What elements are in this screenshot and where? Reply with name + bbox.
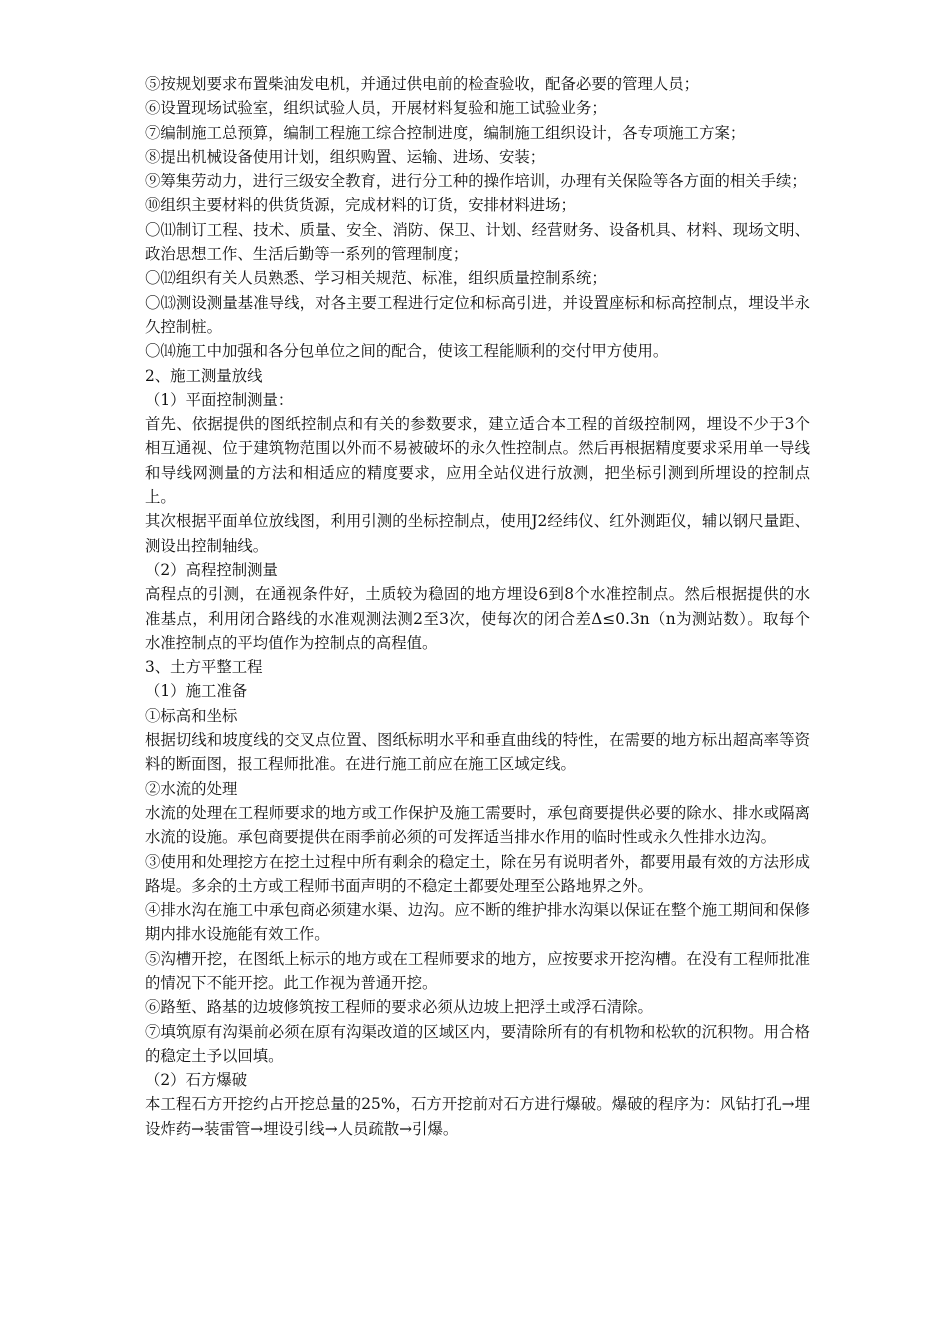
paragraph-drainage-ditch: ④排水沟在施工中承包商必须建水渠、边沟。应不断的维护排水沟渠以保证在整个施工期间和保修期内排水设施能有效工作。 [145, 901, 810, 944]
list-item-12: 〇⑿组织有关人员熟悉、学习相关规范、标准，组织质量控制系统； [145, 269, 607, 288]
subheading-preparation: （1）施工准备 [145, 682, 248, 701]
paragraph-trench-excavation: ⑤沟槽开挖，在图纸上标示的地方或在工程师要求的地方，应按要求开挖沟槽。在没有工程师批准的情况下不能开挖。此工作视为普通开挖。 [145, 949, 810, 992]
list-item-13: 〇⒀测设测量基准导线，对各主要工程进行定位和标高引进，并设置座标和标高控制点，埋设半永久控制桩。 [145, 293, 810, 336]
list-item-7: ⑦编制施工总预算，编制工程施工综合控制进度，编制施工组织设计，各专项施工方案； [145, 123, 746, 142]
list-item-10: ⑩组织主要材料的供货货源，完成材料的订货，安排材料进场； [145, 196, 576, 215]
paragraph-slope-trimming: ⑥路堑、路基的边坡修筑按工程师的要求必须从边坡上把浮土或浮石清除。 [145, 998, 653, 1017]
list-item-5: ⑤按规划要求布置柴油发电机，并通过供电前的检查验收，配备必要的管理人员； [145, 75, 700, 93]
paragraph-elevation-control: 高程点的引测，在通视条件好，土质较为稳固的地方埋设6到8个水准控制点。然后根据提供的水准基点，利用闭合路线的水准观测法测2至3次，使每次的闭合差Δ≤0.3n（n为测站数）。取每个水准控制点的平均值作为控制点的高程值。 [145, 585, 810, 652]
subheading-rock-blasting: （2）石方爆破 [145, 1071, 248, 1090]
paragraph-plane-control-1: 首先、依据提供的图纸控制点和有关的参数要求，建立适合本工程的首级控制网，埋设不少于3个相互通视、位于建筑物范围以外而不易被破坏的永久性控制点。然后再根据精度要求采用单一导线和导线网测量的方法和相适应的精度要求，应用全站仪进行放测，把坐标引测到所埋设的控制点上。 [145, 415, 810, 507]
paragraph-plane-control-2: 其次根据平面单位放线图，利用引测的坐标控制点，使用J2经纬仪、红外测距仪，辅以钢尺量距、测设出控制轴线。 [145, 512, 810, 555]
list-item-11: 〇⑾制订工程、技术、质量、安全、消防、保卫、计划、经营财务、设备机具、材料、现场文明、政治思想工作、生活后勤等一系列的管理制度； [145, 220, 810, 264]
paragraph-ditch-filling: ⑦填筑原有沟渠前必须在原有沟渠改道的区域区内，要清除所有的有机物和松软的沉积物。用合格的稳定土予以回填。 [145, 1022, 810, 1065]
document-body [145, 72, 810, 1141]
section-heading-survey: 2、施工测量放线 [145, 366, 263, 385]
paragraph-rock-blasting: 本工程石方开挖约占开挖总量的25%，石方开挖前对石方进行爆破。爆破的程序为：风钻打孔→埋设炸药→装雷管→埋设引线→人员疏散→引爆。 [145, 1095, 810, 1138]
paragraph-excavation-use: ③使用和处理挖方在挖土过程中所有剩余的稳定土，除在另有说明者外，都要用最有效的方法形成路堤。多余的土方或工程师书面声明的不稳定土都要处理至公路地界之外。 [145, 852, 810, 895]
list-item-8: ⑧提出机械设备使用计划，组织购置、运输、进场、安装； [145, 147, 546, 166]
subheading-elevation-control: （2）高程控制测量 [145, 560, 278, 579]
list-item-14: 〇⒁施工中加强和各分包单位之间的配合，使该工程能顺利的交付甲方使用。 [145, 342, 669, 361]
item-heading-water-handling: ②水流的处理 [145, 779, 238, 798]
list-item-9: ⑨筹集劳动力，进行三级安全教育，进行分工种的操作培训，办理有关保险等各方面的相关手续； [145, 172, 807, 191]
subheading-plane-control: （1）平面控制测量： [145, 390, 294, 409]
item-heading-elevation-coordinates: ①标高和坐标 [145, 706, 238, 725]
paragraph-water-handling: 水流的处理在工程师要求的地方或工作保护及施工需要时，承包商要提供必要的除水、排水或隔离水流的设施。承包商要提供在雨季前必须的可发挥适当排水作用的临时性或永久性排水边沟。 [145, 803, 810, 847]
list-item-6: ⑥设置现场试验室，组织试验人员，开展材料复验和施工试验业务； [145, 99, 607, 118]
section-heading-earthwork: 3、土方平整工程 [145, 658, 263, 677]
paragraph-elevation-coordinates: 根据切线和坡度线的交叉点位置、图纸标明水平和垂直曲线的特性，在需要的地方标出超高率等资料的断面图，报工程师批准。在进行施工前应在施工区域定线。 [145, 731, 810, 774]
